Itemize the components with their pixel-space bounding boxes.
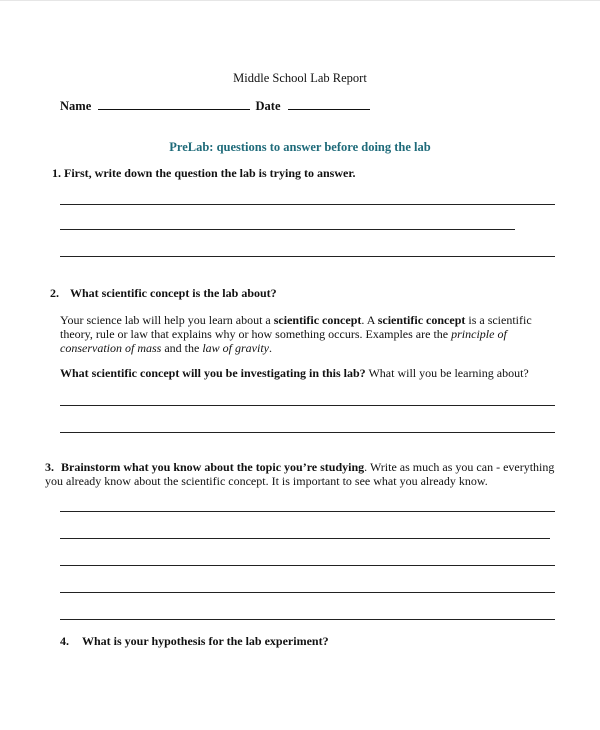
prelab-heading: PreLab: questions to answer before doing the lab — [169, 140, 431, 154]
answer-line-3c[interactable] — [60, 565, 555, 566]
para-text-1: Your science lab will help you learn about a — [60, 313, 274, 327]
answer-line-3a[interactable] — [60, 511, 555, 512]
question-1-number: 1. — [52, 166, 61, 180]
para-italic-1: principle of conservation of mass — [60, 327, 507, 355]
question-4 — [60, 634, 329, 649]
answer-line-3e[interactable] — [60, 619, 555, 620]
question-3-bold: Brainstorm what you know about the topic you’re studying — [61, 460, 365, 474]
para-text-4: and the — [161, 341, 203, 355]
question-1 — [52, 166, 356, 181]
answer-line-1a[interactable] — [60, 204, 555, 205]
answer-line-3d[interactable] — [60, 592, 555, 593]
answer-line-2a[interactable] — [60, 405, 555, 406]
question-4-text: What is your hypothesis for the lab experiment? — [82, 634, 329, 648]
date-blank[interactable] — [288, 98, 370, 110]
question-2-sub — [60, 366, 529, 381]
question-3-line-2: you already know about the scientific concept. It is important to see what you already know. — [45, 474, 488, 488]
para-italic-2: law of gravity — [202, 341, 269, 355]
answer-line-1c[interactable] — [60, 256, 555, 257]
para-text-2: . A — [361, 313, 378, 327]
question-3-line-1 — [45, 460, 554, 474]
para-text-3: is a scientific theory, rule or law that explains why or how something occurs. Examples are the — [60, 313, 532, 341]
answer-line-3b[interactable] — [60, 538, 550, 539]
para-text-5: . — [269, 341, 272, 355]
question-3-normal-1: . Write as much as you can - everything — [364, 460, 555, 474]
scientific-concept-paragraph — [60, 313, 558, 355]
name-date-row — [60, 98, 370, 114]
question-4-number: 4. — [60, 634, 69, 648]
para-bold-2: scientific concept — [377, 313, 466, 327]
name-label: Name — [60, 99, 92, 113]
question-2-sub-normal: What will you be learning about? — [365, 366, 529, 380]
question-3 — [45, 460, 554, 488]
question-2-text: What scientific concept is the lab about? — [70, 286, 277, 300]
date-label: Date — [255, 99, 281, 113]
name-blank[interactable] — [98, 98, 250, 110]
question-2-number: 2. — [50, 286, 59, 300]
question-2 — [50, 286, 277, 301]
answer-line-1b[interactable] — [60, 229, 515, 230]
document-title: Middle School Lab Report — [233, 71, 367, 85]
answer-line-2b[interactable] — [60, 432, 555, 433]
para-bold-1: scientific concept — [273, 313, 362, 327]
question-2-sub-bold: What scientific concept will you be investigating in this lab? — [60, 366, 366, 380]
question-1-text: First, write down the question the lab is trying to answer. — [64, 166, 356, 180]
question-3-number: 3. — [45, 460, 54, 474]
